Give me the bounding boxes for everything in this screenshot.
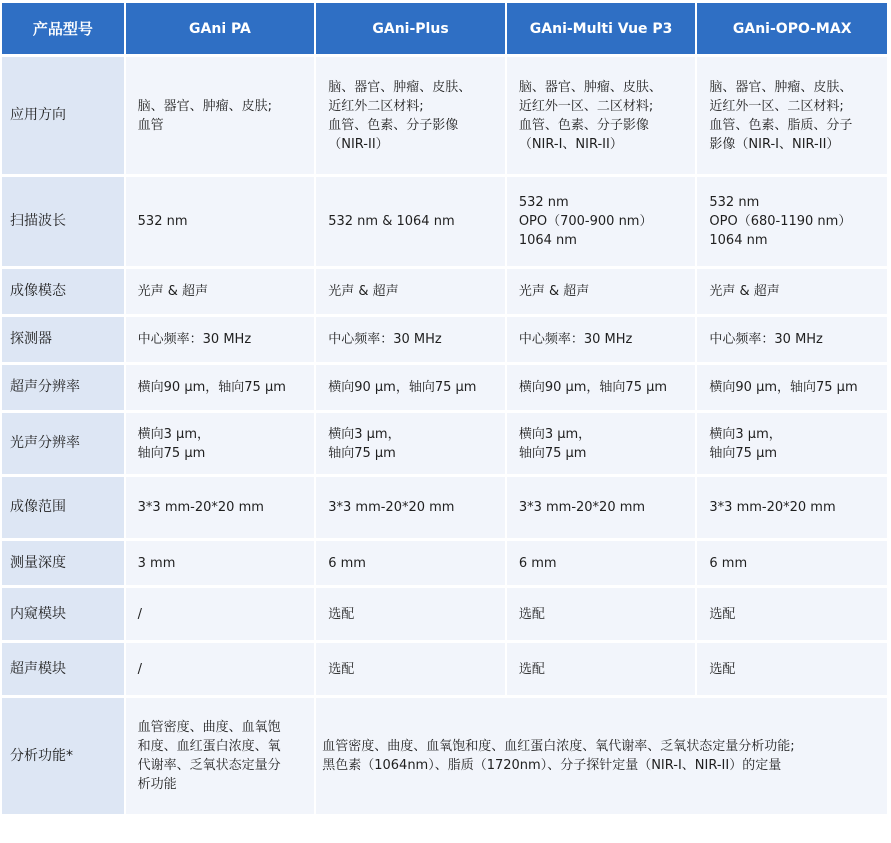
cell-value: 中心频率：30 MHz (316, 317, 505, 362)
cell-value: / (126, 643, 315, 695)
row-label: 成像模态 (2, 269, 124, 314)
cell-value: 3*3 mm-20*20 mm (697, 477, 887, 538)
cell-value: 脑、器官、肿瘤、皮肤、 近红外一区、二区材料; 血管、色素、分子影像 （NIR-I、NIR-II） (507, 57, 696, 174)
row-wavelength (2, 177, 887, 266)
cell-value: 532 nm & 1064 nm (316, 177, 505, 266)
cell-value: 选配 (316, 588, 505, 640)
row-imaging-range (2, 477, 887, 538)
cell-value: 6 mm (316, 541, 505, 585)
cell-value: 中心频率：30 MHz (697, 317, 887, 362)
cell-value: 脑、器官、肿瘤、皮肤; 血管 (126, 57, 315, 174)
header-label: 产品型号 (2, 3, 124, 54)
row-modality (2, 269, 887, 314)
model-gani-plus: GAni-Plus (316, 3, 505, 54)
cell-value: 光声 & 超声 (126, 269, 315, 314)
row-us-resolution (2, 365, 887, 410)
cell-value: 532 nm OPO（680-1190 nm） 1064 nm (697, 177, 887, 266)
row-label: 超声分辨率 (2, 365, 124, 410)
cell-value: 6 mm (507, 541, 696, 585)
cell-value: 横向3 μm， 轴向75 μm (507, 413, 696, 474)
cell-value: 横向90 μm，轴向75 μm (126, 365, 315, 410)
row-label: 超声模块 (2, 643, 124, 695)
model-gani-opo-max: GAni-OPO-MAX (697, 3, 887, 54)
cell-value: 光声 & 超声 (507, 269, 696, 314)
row-probe (2, 317, 887, 362)
cell-value: 532 nm (126, 177, 315, 266)
cell-value: 横向3 μm， 轴向75 μm (316, 413, 505, 474)
row-label: 测量深度 (2, 541, 124, 585)
cell-value: 6 mm (697, 541, 887, 585)
model-gani-multi-vue-p3: GAni-Multi Vue P3 (507, 3, 696, 54)
row-label: 探测器 (2, 317, 124, 362)
cell-value-merged: 血管密度、曲度、血氧饱和度、血红蛋白浓度、氧代谢率、乏氧状态定量分析功能; 黑色素（1064nm）、脂质（1720nm）、分子探针定量（NIR-I、NIR-II）的定量 (316, 698, 887, 814)
cell-value: 横向3 μm， 轴向75 μm (697, 413, 887, 474)
cell-value: 脑、器官、肿瘤、皮肤、 近红外一区、二区材料; 血管、色素、脂质、分子 影像（NIR-I、NIR-II） (697, 57, 887, 174)
cell-value: 3 mm (126, 541, 315, 585)
cell-value: 选配 (507, 643, 696, 695)
row-pa-resolution (2, 413, 887, 474)
row-label: 应用方向 (2, 57, 124, 174)
row-us-module (2, 643, 887, 695)
cell-value: 横向90 μm，轴向75 μm (507, 365, 696, 410)
cell-value: 3*3 mm-20*20 mm (316, 477, 505, 538)
cell-value: 中心频率：30 MHz (507, 317, 696, 362)
cell-value: 3*3 mm-20*20 mm (126, 477, 315, 538)
row-endoscope (2, 588, 887, 640)
row-depth (2, 541, 887, 585)
header-row (2, 3, 887, 54)
cell-value: 光声 & 超声 (316, 269, 505, 314)
cell-value: / (126, 588, 315, 640)
model-gani-pa: GAni PA (126, 3, 315, 54)
cell-value: 选配 (697, 643, 887, 695)
row-label: 光声分辨率 (2, 413, 124, 474)
row-label: 内窥模块 (2, 588, 124, 640)
cell-value: 脑、器官、肿瘤、皮肤、 近红外二区材料; 血管、色素、分子影像 （NIR-II） (316, 57, 505, 174)
row-application (2, 57, 887, 174)
cell-value: 选配 (316, 643, 505, 695)
row-label: 分析功能* (2, 698, 124, 814)
cell-value: 横向90 μm，轴向75 μm (316, 365, 505, 410)
cell-value: 中心频率：30 MHz (126, 317, 315, 362)
cell-value: 横向90 μm，轴向75 μm (697, 365, 887, 410)
cell-value: 血管密度、曲度、血氧饱 和度、血红蛋白浓度、氧 代谢率、乏氧状态定量分 析功能 (126, 698, 315, 814)
cell-value: 光声 & 超声 (697, 269, 887, 314)
row-label: 扫描波长 (2, 177, 124, 266)
row-analysis (2, 698, 887, 814)
cell-value: 选配 (507, 588, 696, 640)
row-label: 成像范围 (2, 477, 124, 538)
cell-value: 选配 (697, 588, 887, 640)
cell-value: 3*3 mm-20*20 mm (507, 477, 696, 538)
cell-value: 532 nm OPO（700-900 nm） 1064 nm (507, 177, 696, 266)
cell-value: 横向3 μm， 轴向75 μm (126, 413, 315, 474)
